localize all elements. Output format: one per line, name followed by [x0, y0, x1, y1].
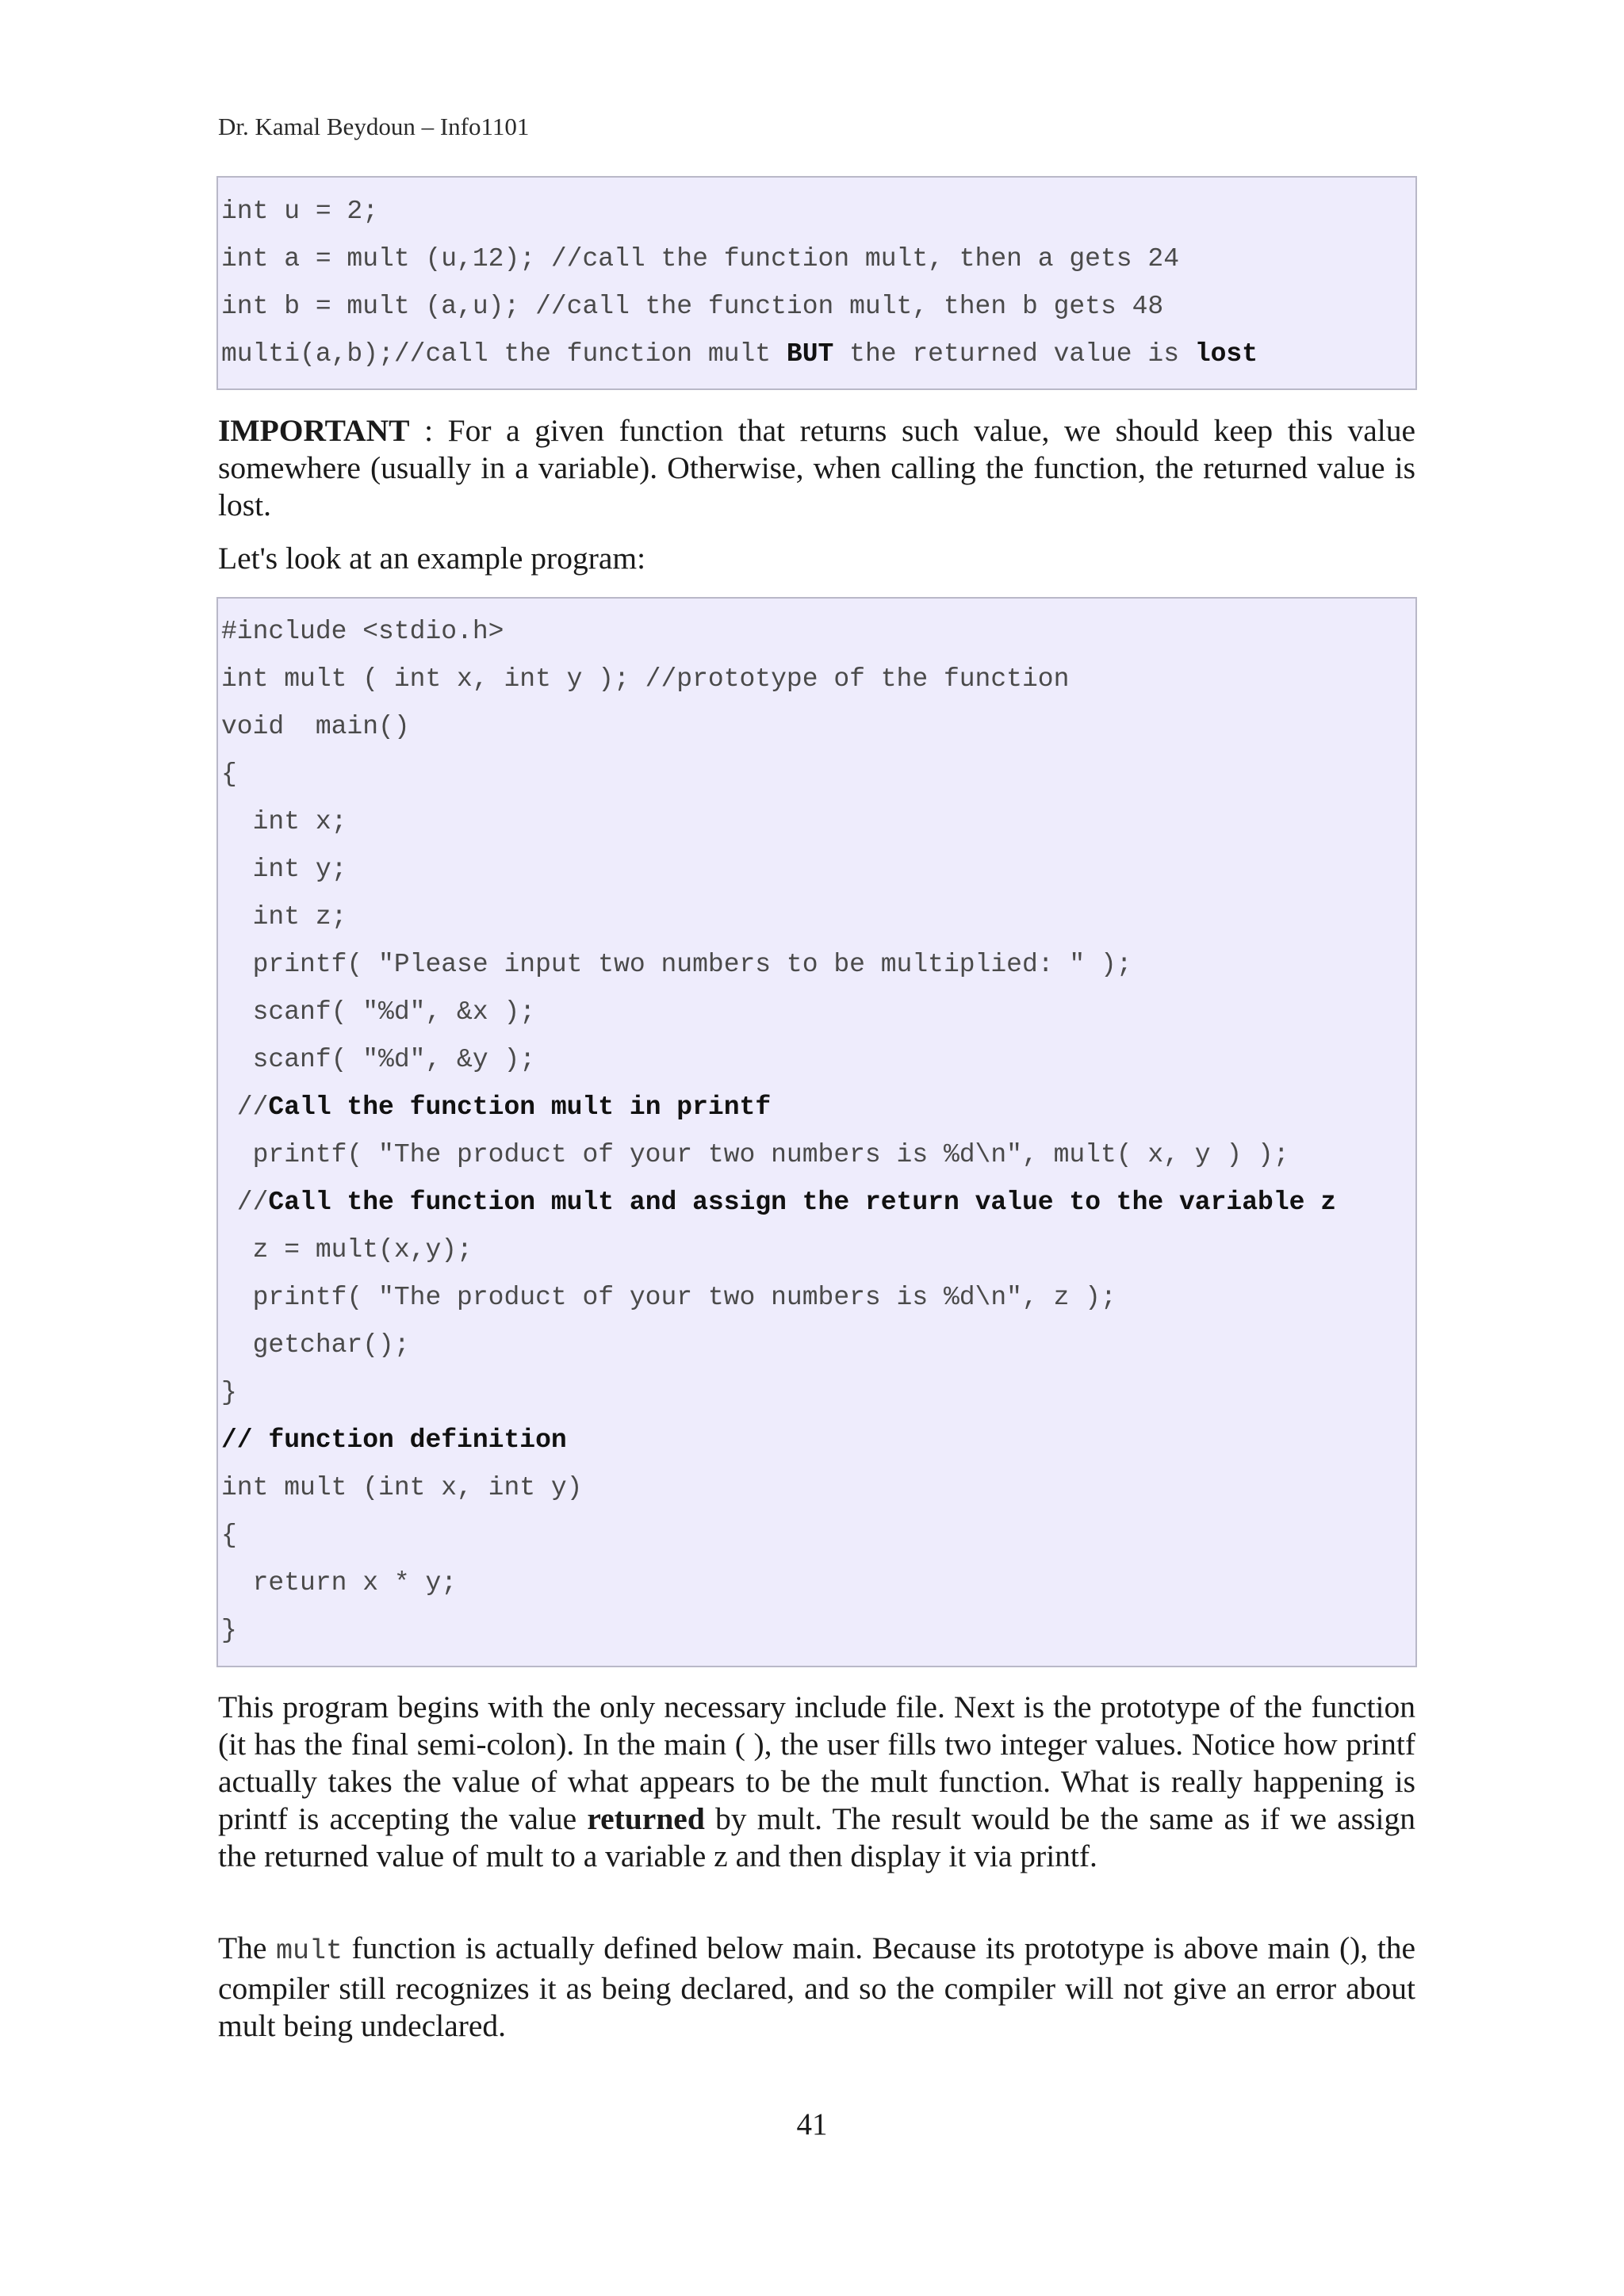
important-label: IMPORTANT: [218, 413, 410, 448]
important-paragraph: [218, 412, 1415, 524]
important-text: : For a given function that returns such value, we should keep this value somewhere (usually in a variable). Otherwise, when calling the function, the returned value is lost.: [218, 413, 1415, 522]
code-line: printf( "The product of your two numbers is %d\n", z );: [221, 1283, 1116, 1312]
page-number: 41: [796, 2107, 828, 2141]
code-bold: BUT: [786, 339, 834, 369]
code-text: //: [221, 1093, 269, 1122]
code-line: int mult ( int x, int y ); //prototype of the function: [221, 664, 1070, 694]
para-text: This program begins with the only necessary include file. Next is the prototype of the function (it has the final semi-colon). In the main ( ), the user fills two integer values. Notice how printf actually takes the value of what appears to be the mult function. What is really happening is printf is accepting the value: [218, 1689, 1415, 1836]
code-line: int b = mult (a,u); //call the function mult, then b gets 48: [221, 292, 1164, 321]
code-line: int y;: [221, 855, 347, 884]
explanation-paragraph: [218, 1689, 1415, 1875]
para-text: function is actually defined below main. Because its prototype is above main (), the compiler still recognizes it as being declared, and so the compiler will not give an error about mult being undeclared.: [218, 1931, 1415, 2043]
code-bold: // function definition: [221, 1425, 567, 1455]
code-line: int mult (int x, int y): [221, 1473, 583, 1502]
code-text: //: [221, 1188, 269, 1217]
code-line: #include <stdio.h>: [221, 617, 504, 646]
code-line: [221, 339, 1258, 370]
code-block-calls: [216, 176, 1417, 390]
code-line: int u = 2;: [221, 197, 379, 226]
code-line: }: [221, 1378, 237, 1407]
code-bold: Call the function mult in printf: [268, 1093, 772, 1122]
code-line: scanf( "%d", &x );: [221, 997, 536, 1027]
code-line: void main(): [221, 712, 410, 741]
code-line: printf( "Please input two numbers to be multiplied: " );: [221, 950, 1132, 979]
code-line: int x;: [221, 807, 347, 836]
code-text: multi(a,b);//call the function mult: [221, 339, 787, 369]
para-text: The: [218, 1931, 276, 1965]
code-line: {: [221, 760, 237, 789]
code-text: the returned value is: [833, 339, 1195, 369]
code-line: z = mult(x,y);: [221, 1235, 473, 1265]
para-text: by mult. The result would be the same as if we assign the returned value of mult to a variable z and then display it via printf.: [218, 1801, 1415, 1873]
code-line: {: [221, 1521, 237, 1550]
code-line: int a = mult (u,12); //call the function mult, then a gets 24: [221, 244, 1179, 274]
code-comment-line: [221, 1092, 771, 1123]
code-line: getchar();: [221, 1330, 410, 1360]
code-bold: lost: [1194, 339, 1258, 369]
inline-code: mult: [275, 1935, 343, 1967]
code-comment-line: [221, 1187, 1336, 1219]
code-bold: Call the function mult and assign the return value to the variable z: [268, 1188, 1337, 1217]
code-line: }: [221, 1616, 237, 1645]
code-line: printf( "The product of your two numbers is %d\n", mult( x, y ) );: [221, 1140, 1289, 1169]
intro-text: Let's look at an example program:: [218, 541, 646, 576]
code-line: return x * y;: [221, 1568, 458, 1598]
mult-definition-paragraph: [218, 1930, 1415, 2045]
para-bold: returned: [587, 1801, 705, 1836]
page-header: Dr. Kamal Beydoun – Info1101: [218, 113, 530, 140]
code-line: scanf( "%d", &y );: [221, 1045, 536, 1074]
code-line: int z;: [221, 902, 347, 932]
code-comment-line: [221, 1425, 567, 1456]
code-block-example: [216, 597, 1417, 1667]
